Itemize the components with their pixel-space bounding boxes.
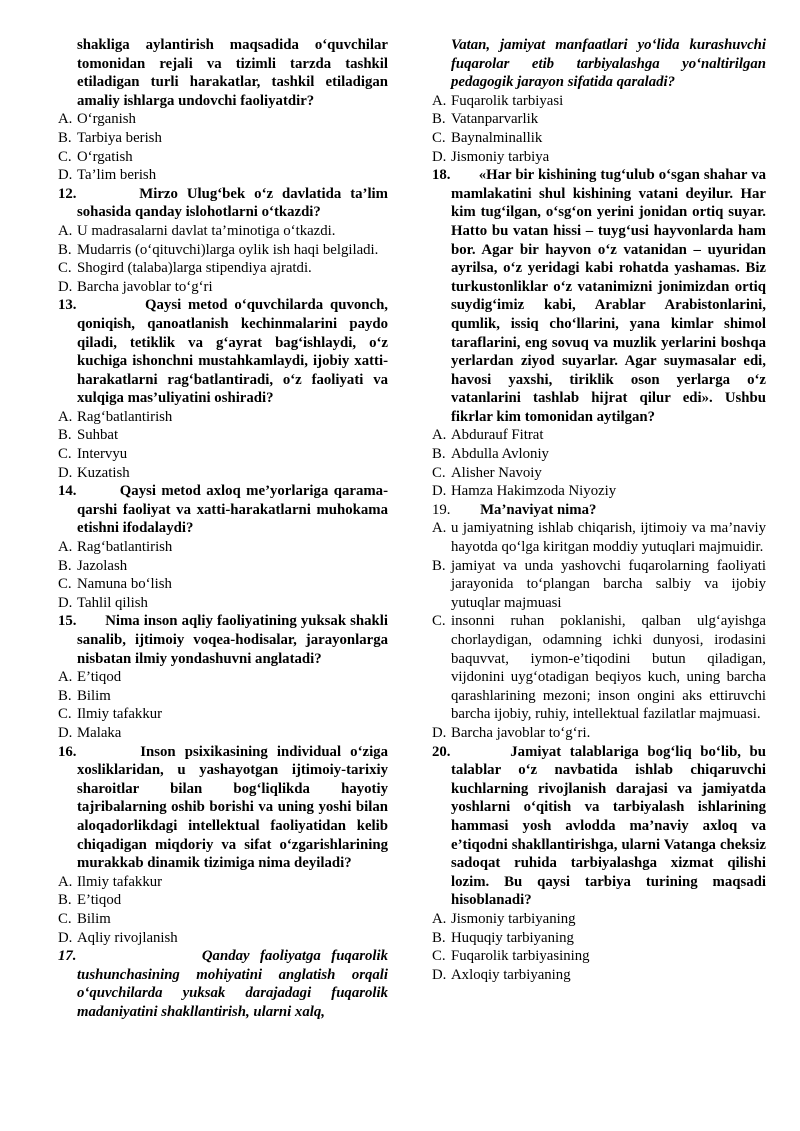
option-letter: D. xyxy=(432,966,447,983)
option-a xyxy=(432,92,766,111)
option-c xyxy=(58,259,388,278)
option-d xyxy=(58,929,388,948)
option-letter: C. xyxy=(432,464,446,481)
option-b xyxy=(58,241,388,260)
option-letter: B. xyxy=(58,557,72,574)
option-letter: B. xyxy=(432,929,446,946)
question-text: Ma’naviyat nima? xyxy=(480,501,597,518)
options-list xyxy=(432,92,766,166)
option-letter: C. xyxy=(432,129,446,146)
option-letter: C. xyxy=(432,948,446,965)
question-number: 20. xyxy=(432,743,451,760)
option-letter: C. xyxy=(58,260,72,277)
option-d xyxy=(432,966,766,985)
option-text: jamiyat va unda yashovchi fuqarolarning faoliyati jarayonida to‘plangan barcha salbiy va ijobiy yutuqlar majmuasi xyxy=(451,557,766,611)
option-a xyxy=(432,519,766,556)
question-text: shakliga aylantirish maqsadida o‘quvchilar tomonidan rejali va tizimli tarzda tashkil etiladigan turli harakatlar, tashkil etiladigan amaliy ishlarga undovchi faoliyatdir? xyxy=(77,37,388,109)
option-text: O‘rgatish xyxy=(77,148,133,165)
option-text: Tarbiya berish xyxy=(77,129,162,146)
option-b xyxy=(58,687,388,706)
option-a xyxy=(432,910,766,929)
option-letter: B. xyxy=(432,557,446,574)
option-letter: B. xyxy=(58,427,72,444)
question-18 xyxy=(432,166,766,426)
option-c xyxy=(432,947,766,966)
option-a xyxy=(58,668,388,687)
question-text: «Har bir kishining tug‘ulub o‘sgan shahar va mamlakatini shul kishining vatani deyilur. Har kim tug‘ilgan, o‘sg‘on yerini jonidan ortiq suyar. Hatto bu vatan hissi – tuyg‘usi hayvonlarda ham bor. Agar bir hayvon o‘z vatanidan – uyuridan ayrilsa, o‘z yeridagi kabi rohatda yashamas. Biz turkustonliklar o‘z vatanimizni jonimizdan ortiq suydig‘imiz kabi, Arablar Arabistonlarini, qumlik, issiq cho‘llarini, yana kimlar shimol taraflarini, eng sovuq va muzlik yerlarini boshqa yerlardan ziyod suyarlar. Agar suymasalar edi, havosi yaxshi, tiriklik oson yerlarga o‘z vatanlarini tashlab hijrat qilur edi». Ushbu fikrlar kim tomonidan aytilgan? xyxy=(451,167,766,425)
option-a xyxy=(58,222,388,241)
question-number: 13. xyxy=(58,297,77,314)
option-letter: A. xyxy=(58,408,73,425)
option-text: O‘rganish xyxy=(77,111,136,128)
option-text: Barcha javoblar to‘g‘ri. xyxy=(451,724,591,741)
question-number: 16. xyxy=(58,743,77,760)
option-text: Hamza Hakimzoda Niyoziy xyxy=(451,483,617,500)
question-12 xyxy=(58,185,388,222)
option-text: E’tiqod xyxy=(77,669,122,686)
option-text: Rag‘batlantirish xyxy=(77,408,173,425)
option-text: Namuna bo‘lish xyxy=(77,576,172,593)
question-number: 14. xyxy=(58,483,77,500)
option-text: Jismoniy tarbiyaning xyxy=(451,910,576,927)
question-text: Qaysi metod o‘quvchilarda quvonch, qoniqish, qanoatlanish kechinmalarini paydo qiladi, tetiklik va g‘ayrat bag‘ishlaydi, o‘z kuchiga ishonchni mustahkamlaydi, ijobiy xatti-harakatlarni rag‘batlantiradi, o‘z faoliyati va xulqiga mas’uliyatini oshiradi? xyxy=(77,297,388,407)
option-text: Fuqarolik tarbiyasining xyxy=(451,948,590,965)
option-d xyxy=(58,166,388,185)
option-d xyxy=(432,148,766,167)
option-text: Jismoniy tarbiya xyxy=(451,148,550,165)
option-letter: A. xyxy=(58,669,73,686)
option-text: Bilim xyxy=(77,910,111,927)
option-letter: A. xyxy=(432,427,447,444)
option-text: Aqliy rivojlanish xyxy=(77,929,178,946)
option-letter: B. xyxy=(58,687,72,704)
option-b xyxy=(432,557,766,613)
left-column xyxy=(58,36,388,1021)
options-list xyxy=(432,519,766,742)
option-letter: C. xyxy=(58,446,72,463)
option-letter: A. xyxy=(432,520,447,537)
option-c xyxy=(432,129,766,148)
question-number: 12. xyxy=(58,185,77,202)
option-text: Ilmiy tafakkur xyxy=(77,873,163,890)
option-letter: B. xyxy=(432,111,446,128)
question-number: 18. xyxy=(432,167,451,184)
options-list xyxy=(58,538,388,612)
option-letter: A. xyxy=(58,222,73,239)
options-list xyxy=(432,910,766,984)
question-text: Qanday faoliyatga fuqarolik tushunchasining mohiyatini anglatish orqali o‘quvchilarda yuksak darajadagi fuqarolik madaniyatini shakllantirish, ularni xalq, xyxy=(77,948,388,1020)
option-letter: D. xyxy=(58,464,73,481)
option-letter: C. xyxy=(432,613,446,630)
option-a xyxy=(58,538,388,557)
option-d xyxy=(58,278,388,297)
option-text: Tahlil qilish xyxy=(77,594,148,611)
option-letter: D. xyxy=(58,278,73,295)
option-text: Bilim xyxy=(77,687,111,704)
option-text: Vatanparvarlik xyxy=(451,111,539,128)
option-d xyxy=(58,594,388,613)
options-list xyxy=(58,668,388,742)
question-15 xyxy=(58,612,388,668)
option-letter: C. xyxy=(58,148,72,165)
option-letter: B. xyxy=(58,241,72,258)
option-text: u jamiyatning ishlab chiqarish, ijtimoiy va ma’naviy hayotda qo‘lga kiritgan moddiy yutuqlari majmuidir. xyxy=(451,520,766,556)
question-number: 15. xyxy=(58,613,77,630)
option-b xyxy=(58,891,388,910)
question-text: Nima inson aqliy faoliyatining yuksak shakli sanalib, ijtimoiy voqea-hodisalar, jarayonlarga nisbatan ilmiy yondashuvni anglatadi? xyxy=(77,613,388,667)
option-text: Kuzatish xyxy=(77,464,130,481)
option-text: Shogird (talaba)larga stipendiya ajratdi. xyxy=(77,260,312,277)
option-text: Abdurauf Fitrat xyxy=(451,427,544,444)
option-text: Barcha javoblar to‘g‘ri xyxy=(77,278,213,295)
option-text: Abdulla Avloniy xyxy=(451,446,549,463)
option-letter: A. xyxy=(432,92,447,109)
option-d xyxy=(432,482,766,501)
option-text: Intervyu xyxy=(77,446,128,463)
option-letter: A. xyxy=(58,539,73,556)
option-letter: B. xyxy=(58,892,72,909)
option-letter: B. xyxy=(58,129,72,146)
option-c xyxy=(432,464,766,483)
question-number: 19. xyxy=(432,501,451,518)
question-16 xyxy=(58,743,388,873)
option-letter: D. xyxy=(58,929,73,946)
option-d xyxy=(58,464,388,483)
question-text: Mirzo Ulug‘bek o‘z davlatida ta’lim sohasida qanday islohotlarni o‘tkazdi? xyxy=(77,185,388,221)
options-list xyxy=(58,873,388,947)
option-text: Malaka xyxy=(77,724,122,741)
question-19 xyxy=(432,501,766,520)
options-list xyxy=(58,408,388,482)
option-text: Ta’lim berish xyxy=(77,167,157,184)
question-17-continuation xyxy=(432,36,766,92)
option-letter: A. xyxy=(58,873,73,890)
option-letter: D. xyxy=(432,724,447,741)
option-text: Mudarris (o‘qituvchi)larga oylik ish haqi belgiladi. xyxy=(77,241,379,258)
option-b xyxy=(58,129,388,148)
option-letter: A. xyxy=(58,111,73,128)
question-14 xyxy=(58,482,388,538)
question-text: Jamiyat talablariga bog‘liq bo‘lib, bu talablar o‘z navbatida ishlab chiqaruvchi kuchlarning rivojlanish darajasi va jamiyatda yoshlarni o‘qitish va tarbiyalash ishlarining hammasi yosh avlodda ma’naviy axloq va e’tiqodni shakllantirishga, ularni Vatanga cheksiz sadoqat ruhida tarbiyalashga xizmat qilishi lozim. Bu qaysi tarbiya turining maqsadi hisoblanadi? xyxy=(451,743,766,909)
option-text: Fuqarolik tarbiyasi xyxy=(451,92,564,109)
option-letter: D. xyxy=(432,483,447,500)
option-text: Jazolash xyxy=(77,557,128,574)
option-letter: D. xyxy=(58,594,73,611)
question-13 xyxy=(58,296,388,408)
option-text: E’tiqod xyxy=(77,892,122,909)
options-list xyxy=(58,222,388,296)
option-c xyxy=(432,612,766,724)
option-letter: C. xyxy=(58,576,72,593)
option-b xyxy=(58,426,388,445)
option-text: Suhbat xyxy=(77,427,119,444)
option-b xyxy=(432,445,766,464)
option-a xyxy=(58,110,388,129)
option-text: Baynalminallik xyxy=(451,129,543,146)
option-text: Huquqiy tarbiyaning xyxy=(451,929,574,946)
question-11-continuation xyxy=(58,36,388,110)
question-number: 17. xyxy=(58,948,77,965)
option-c xyxy=(58,910,388,929)
option-letter: C. xyxy=(58,706,72,723)
question-text: Qaysi metod axloq me’yorlariga qarama-qarshi faoliyat va xatti-harakatlarni muhokama etishni ifodalaydi? xyxy=(77,483,388,537)
option-text: Axloqiy tarbiyaning xyxy=(451,966,571,983)
option-letter: D. xyxy=(58,724,73,741)
option-text: insonni ruhan poklanishi, qalban ulg‘ayishga chorlaydigan, odamning ichki dunyosi, irodasini baquvvat, iymon-e’tiqodini butun qiladigan, vijdonini uyg‘otadigan beqiyos kuch, uning barcha qarashlarining mezoni; inson ongini aks ettiruvchi barcha ijobiy, ruhiy, intellektual fazilatlar majmuasi. xyxy=(451,613,766,723)
option-b xyxy=(432,929,766,948)
option-a xyxy=(58,408,388,427)
option-b xyxy=(58,557,388,576)
options-list xyxy=(58,110,388,184)
option-c xyxy=(58,445,388,464)
option-a xyxy=(58,873,388,892)
option-text: Ilmiy tafakkur xyxy=(77,706,163,723)
option-b xyxy=(432,110,766,129)
options-list xyxy=(432,426,766,500)
option-a xyxy=(432,426,766,445)
option-letter: B. xyxy=(432,446,446,463)
question-20 xyxy=(432,743,766,910)
option-c xyxy=(58,705,388,724)
option-letter: D. xyxy=(58,167,73,184)
question-17 xyxy=(58,947,388,1021)
option-text: Rag‘batlantirish xyxy=(77,539,173,556)
option-c xyxy=(58,575,388,594)
option-letter: D. xyxy=(432,148,447,165)
option-letter: A. xyxy=(432,910,447,927)
option-d xyxy=(432,724,766,743)
right-column xyxy=(432,36,766,984)
option-text: U madrasalarni davlat ta’minotiga o‘tkazdi. xyxy=(77,222,336,239)
option-letter: C. xyxy=(58,910,72,927)
option-d xyxy=(58,724,388,743)
option-text: Alisher Navoiy xyxy=(451,464,542,481)
question-text: Vatan, jamiyat manfaatlari yo‘lida kurashuvchi fuqarolar etib tarbiyalashga yo‘naltirilgan pedagogik jarayon sifatida qaraladi? xyxy=(451,37,766,91)
option-c xyxy=(58,148,388,167)
question-text: Inson psixikasining individual o‘ziga xosliklaridan, u yashayotgan ijtimoiy-tarixiy sharoitlar bilan bog‘liqlikda hayotiy tajribalarning oshib borishi va uning yoshi bilan aloqadorlikdagi intellektual faoliyatidan kelib chiqadigan miqdoriy va sifat o‘zgarishlarining murakkab dinamik tizimiga nima deyiladi? xyxy=(77,743,388,872)
